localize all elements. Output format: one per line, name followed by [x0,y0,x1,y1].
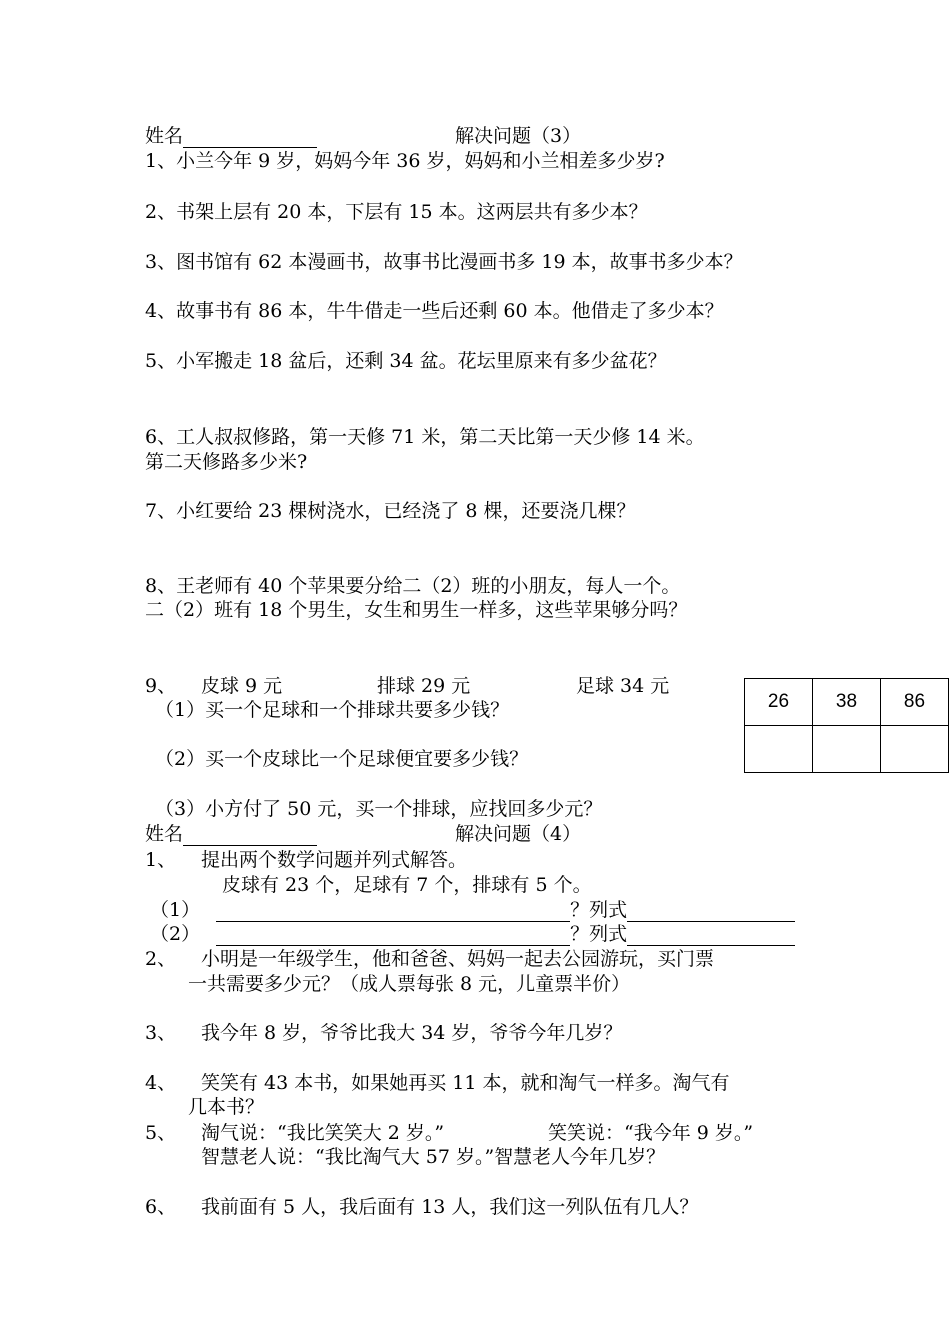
question-blank-1[interactable] [216,903,570,922]
question-5: 5、小军搬走 18 盆后，还剩 34 盆。花坛里原来有多少盆花？ [145,350,667,372]
s4-question-5-number: 5、 [145,1122,177,1144]
s4-question-2-number: 2、 [145,948,177,970]
question-8-line-2: 二（2）班有 18 个男生，女生和男生一样多，这些苹果够分吗？ [145,599,688,621]
s4-question-1-number: 1、 [145,849,177,871]
question-blank-2[interactable] [216,927,570,946]
s4-question-6-number: 6、 [145,1196,177,1218]
formula-blank-1[interactable] [627,903,795,922]
s4-q1-sub-1-label: （1） [150,899,201,921]
name-field [145,124,317,148]
s4-question-1-text: 提出两个数学问题并列式解答。 [201,849,468,871]
s4-question-2-line-1: 小明是一年级学生，他和爸爸、妈妈一起去公园游玩，买门票 [201,948,715,970]
question-9-sub-1: （1）买一个足球和一个排球共要多少钱？ [155,699,510,721]
question-2: 2、书架上层有 20 本，下层有 15 本。这两层共有多少本？ [145,201,648,223]
grid-cell: 38 [813,679,881,726]
question-9-item-ball: 皮球 9 元 [201,675,283,697]
s4-question-5-line-1b: 笑笑说：“我今年 9 岁。” [548,1122,754,1144]
s4-q1-sub-2-label: （2） [150,923,201,945]
s4-question-5-line-2: 智慧老人说：“我比淘气大 57 岁。”智慧老人今年几岁？ [201,1146,666,1168]
s4-question-4-line-1: 笑笑有 43 本书，如果她再买 11 本，就和淘气一样多。淘气有 [201,1072,730,1094]
page-title-2: 解决问题（4） [455,823,582,845]
s4-question-4-line-2: 几本书？ [188,1096,265,1118]
formula-label-1: ？列式 [570,899,628,921]
s4-question-1-info: 皮球有 23 个，足球有 7 个，排球有 5 个。 [222,874,592,896]
grid-answer-cell[interactable] [745,726,813,773]
formula-label-2: ？列式 [570,923,628,945]
s4-question-5-line-1a: 淘气说：“我比笑笑大 2 岁。” [201,1122,445,1144]
page-title: 解决问题（3） [455,125,582,147]
question-6-line-1: 6、工人叔叔修路，第一天修 71 米，第二天比第一天少修 14 米。 [145,426,705,448]
name-label-2: 姓名 [145,823,184,845]
question-9-sub-3: （3）小方付了 50 元，买一个排球，应找回多少元？ [155,798,603,820]
question-4: 4、故事书有 86 本，牛牛借走一些后还剩 60 本。他借走了多少本？ [145,300,724,322]
s4-question-3-text: 我今年 8 岁，爷爷比我大 34 岁，爷爷今年几岁？ [201,1022,623,1044]
question-9-item-football: 足球 34 元 [576,675,670,697]
grid-cell: 86 [881,679,949,726]
question-1: 1、小兰今年 9 岁，妈妈今年 36 岁，妈妈和小兰相差多少岁? [145,150,665,172]
name-blank[interactable] [183,129,317,148]
formula-blank-2[interactable] [627,927,795,946]
grid-cell: 26 [745,679,813,726]
s4-q1-sub-1 [150,898,795,922]
s4-question-3-number: 3、 [145,1022,177,1044]
number-grid-row [745,679,949,726]
question-9-item-volleyball: 排球 29 元 [377,675,471,697]
question-8-line-1: 8、王老师有 40 个苹果要分给二（2）班的小朋友，每人一个。 [145,575,681,597]
question-3: 3、图书馆有 62 本漫画书，故事书比漫画书多 19 本，故事书多少本？ [145,251,743,273]
grid-answer-cell[interactable] [813,726,881,773]
question-9-sub-2: （2）买一个皮球比一个足球便宜要多少钱？ [155,748,529,770]
name-label: 姓名 [145,125,184,147]
s4-question-2-line-2: 一共需要多少元？（成人票每张 8 元，儿童票半价） [188,973,631,995]
s4-question-6-text: 我前面有 5 人，我后面有 13 人，我们这一列队伍有几人？ [201,1196,699,1218]
s4-q1-sub-2 [150,922,795,946]
question-7: 7、小红要给 23 棵树浇水，已经浇了 8 棵，还要浇几棵？ [145,500,636,522]
s4-question-4-number: 4、 [145,1072,177,1094]
question-9-number: 9、 [145,675,177,697]
number-grid [744,678,949,773]
answer-grid-row [745,726,949,773]
grid-answer-cell[interactable] [881,726,949,773]
name-field-2 [145,822,317,846]
question-6-line-2: 第二天修路多少米? [145,451,308,473]
name-blank-2[interactable] [183,827,317,846]
